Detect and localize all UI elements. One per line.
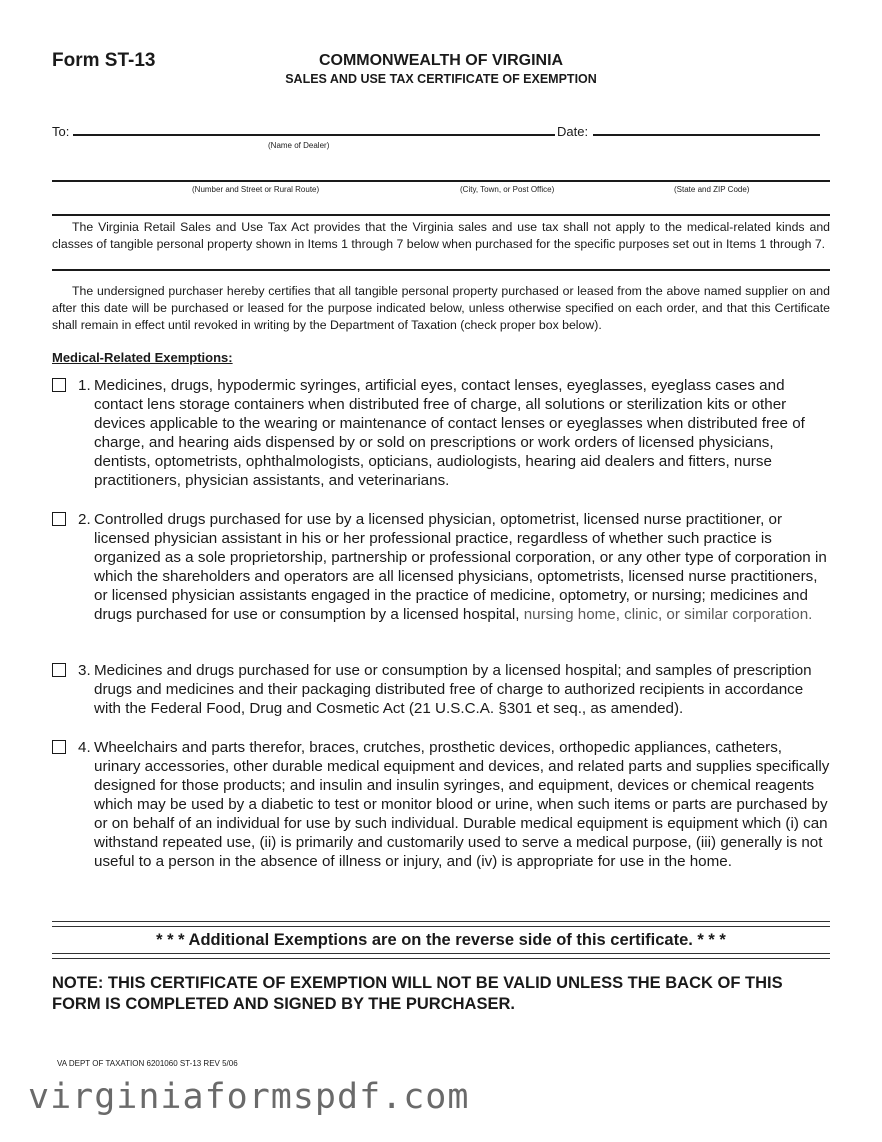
item-number: 1. — [78, 377, 91, 394]
form-title: COMMONWEALTH OF VIRGINIA — [318, 52, 564, 69]
divider-top — [52, 214, 830, 216]
dealer-name-caption: (Name of Dealer) — [268, 141, 330, 150]
exemption-3-checkbox[interactable] — [52, 663, 66, 677]
exemption-item-1 — [52, 376, 832, 490]
date-field[interactable] — [593, 134, 820, 136]
notice-rule-top — [52, 921, 830, 927]
state-zip-caption: (State and ZIP Code) — [674, 185, 750, 194]
exemption-item-2 — [52, 510, 832, 624]
item-text-faded: nursing home, clinic, or similar corporation. — [519, 606, 813, 623]
watermark: virginiaformspdf.com — [28, 1077, 470, 1117]
item-text: Medicines, drugs, hypodermic syringes, artificial eyes, contact lenses, eyeglasses, eyeglass cases and contact lens storage containers when distributed free of charge, all solutions or sterilization kits or other devices applicable to the wearing or maintenance of contact lenses or eyeglasses when distributed free of charge, and hearing aids dispensed by or sold on prescriptions or work orders of licensed physicians, dentists, optometrists, ophthalmologists, opticians, audiologists, hearing aid dealers and fitters, nurse practitioners, physician assistants, and veterinarians. — [94, 377, 805, 489]
item-number: 4. — [78, 739, 91, 756]
form-footer: VA DEPT OF TAXATION 6201060 ST-13 REV 5/06 — [57, 1059, 238, 1068]
divider-bottom — [52, 269, 830, 271]
item-number: 3. — [78, 662, 91, 679]
section-heading: Medical-Related Exemptions: — [52, 350, 233, 365]
item-text: Controlled drugs purchased for use by a licensed physician, optometrist, licensed nurse practitioner, or licensed physician assistant in his or her professional practice, regardless of whether such practice is organized as a sole proprietorship, partnership or professional corporation, or any other type of corporation in which the shareholders and operators are all licensed physicians, optometrists, licensed nurse practitioners, or licensed physician assistants engaged in the practice of medicine, optometry, or nursing; medicines and drugs purchased for use or consumption by a licensed hospital, — [94, 511, 827, 623]
exemption-1-checkbox[interactable] — [52, 378, 66, 392]
exemption-item-3 — [52, 661, 832, 718]
item-text: Medicines and drugs purchased for use or consumption by a licensed hospital; and samples of prescription drugs and medicines and their packaging distributed free of charge to authorized recipients in accordance with the Federal Food, Drug and Cosmetic Act (21 U.S.C.A. §301 et seq., as amended). — [94, 662, 812, 717]
item-number: 2. — [78, 511, 91, 528]
exemption-2-checkbox[interactable] — [52, 512, 66, 526]
to-label: To: — [52, 124, 70, 139]
intro-paragraph: The Virginia Retail Sales and Use Tax Act provides that the Virginia sales and use tax shall not apply to the medical-related kinds and classes of tangible personal property shown in Items 1 through 7 below when purchased for the specific purposes set out in Items 1 through 7. — [52, 220, 830, 251]
certification-paragraph: The undersigned purchaser hereby certifies that all tangible personal property purchased or leased from the above named supplier on and after this date will be purchased or leased for the purpose indicated below, unless otherwise specified on each order, and that this Certificate shall remain in effect until revoked in writing by the Department of Taxation (check proper box below). — [52, 284, 830, 332]
exemption-4-checkbox[interactable] — [52, 740, 66, 754]
city-caption: (City, Town, or Post Office) — [460, 185, 555, 194]
form-subtitle: SALES AND USE TAX CERTIFICATE OF EXEMPTION — [285, 72, 597, 86]
address-field[interactable] — [52, 180, 830, 182]
form-id: Form ST-13 — [52, 50, 156, 71]
item-text-wrapper — [94, 510, 832, 624]
item-text: Wheelchairs and parts therefor, braces, crutches, prosthetic devices, orthopedic appliances, catheters, urinary accessories, other durable medical equipment and devices, and related parts and supplies specifically designed for those products; and insulin and insulin syringes, and equipment, devices or chemical reagents which may be used by a diabetic to test or monitor blood or urine, when such items or parts are purchased by or on behalf of an individual for use by such individual. Durable medical equipment is equipment which (i) can withstand repeated use, (ii) is primarily and customarily used to serve a medical purpose, (iii) generally is not useful to a person in the absence of illness or injury, and (iv) is appropriate for use in the home. — [94, 739, 830, 870]
additional-exemptions-notice: * * * Additional Exemptions are on the reverse side of this certificate. * * * — [156, 931, 726, 949]
dealer-name-field[interactable] — [73, 134, 555, 136]
notice-rule-bottom — [52, 953, 830, 959]
exemption-item-4 — [52, 738, 832, 871]
street-caption: (Number and Street or Rural Route) — [192, 185, 320, 194]
date-label: Date: — [557, 124, 589, 139]
validity-note: NOTE: THIS CERTIFICATE OF EXEMPTION WILL NOT BE VALID UNLESS THE BACK OF THIS FORM IS COMPLETED AND SIGNED BY THE PURCHASER. — [52, 974, 783, 1013]
